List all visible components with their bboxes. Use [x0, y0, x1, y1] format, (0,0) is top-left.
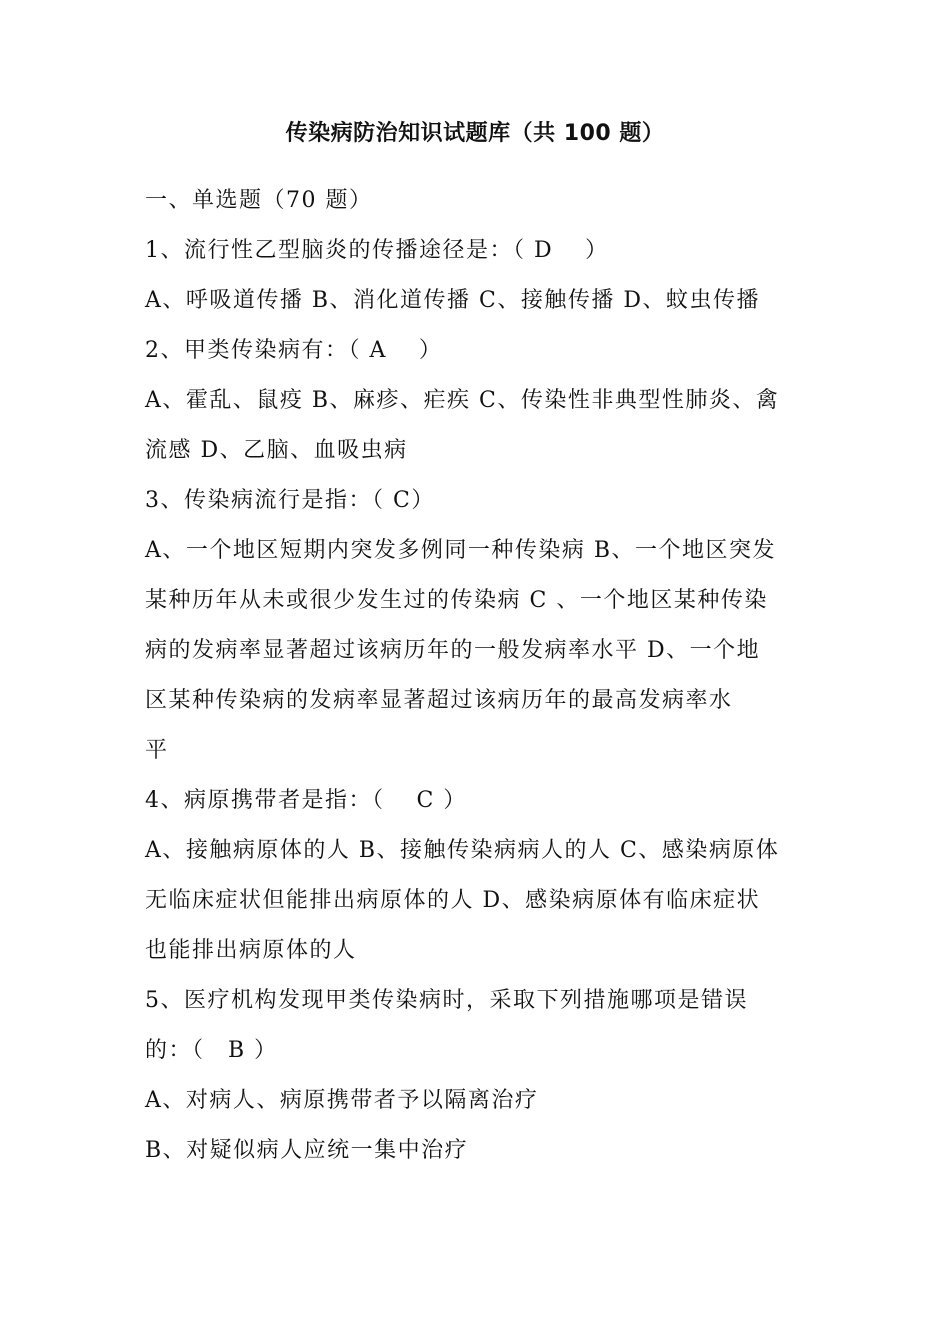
question-3-options-continued: 某种历年从未或很少发生过的传染病 C 、一个地区某种传染: [145, 588, 768, 613]
question-1: 1、流行性乙型脑炎的传播途径是：（ D ）: [145, 238, 609, 263]
question-5-continued: 的：（ B ）: [145, 1038, 278, 1063]
section-heading: 一、单选题（70 题）: [145, 188, 373, 213]
question-2: 2、甲类传染病有：（ A ）: [145, 338, 443, 363]
question-5-option-a: A、对病人、病原携带者予以隔离治疗: [145, 1088, 539, 1113]
question-2-options-continued: 流感 D、乙脑、血吸虫病: [145, 438, 408, 463]
question-3-options-continued: 病的发病率显著超过该病历年的一般发病率水平 D、一个地: [145, 638, 761, 663]
question-3-options: A、一个地区短期内突发多例同一种传染病 B、一个地区突发: [145, 538, 777, 563]
question-5-option-b: B、对疑似病人应统一集中治疗: [145, 1138, 469, 1163]
question-3: 3、传染病流行是指：（ C）: [145, 488, 435, 513]
question-4-options: A、接触病原体的人 B、接触传染病病人的人 C、感染病原体: [145, 838, 780, 863]
question-1-options: A、呼吸道传播 B、消化道传播 C、接触传播 D、蚊虫传播: [145, 288, 761, 313]
question-3-options-continued: 平: [145, 738, 169, 763]
question-4: 4、病原携带者是指：（ C ）: [145, 788, 467, 813]
question-5: 5、医疗机构发现甲类传染病时，采取下列措施哪项是错误: [145, 988, 748, 1013]
document-title: 传染病防治知识试题库（共 100 题）: [285, 121, 665, 146]
question-4-options-continued: 也能排出病原体的人: [145, 938, 357, 963]
question-2-options: A、霍乱、鼠疫 B、麻疹、疟疾 C、传染性非典型性肺炎、禽: [145, 388, 780, 413]
question-4-options-continued: 无临床症状但能排出病原体的人 D、感染病原体有临床症状: [145, 888, 761, 913]
document-body: [145, 176, 815, 1176]
question-3-options-continued: 区某种传染病的发病率显著超过该病历年的最高发病率水: [145, 688, 733, 713]
